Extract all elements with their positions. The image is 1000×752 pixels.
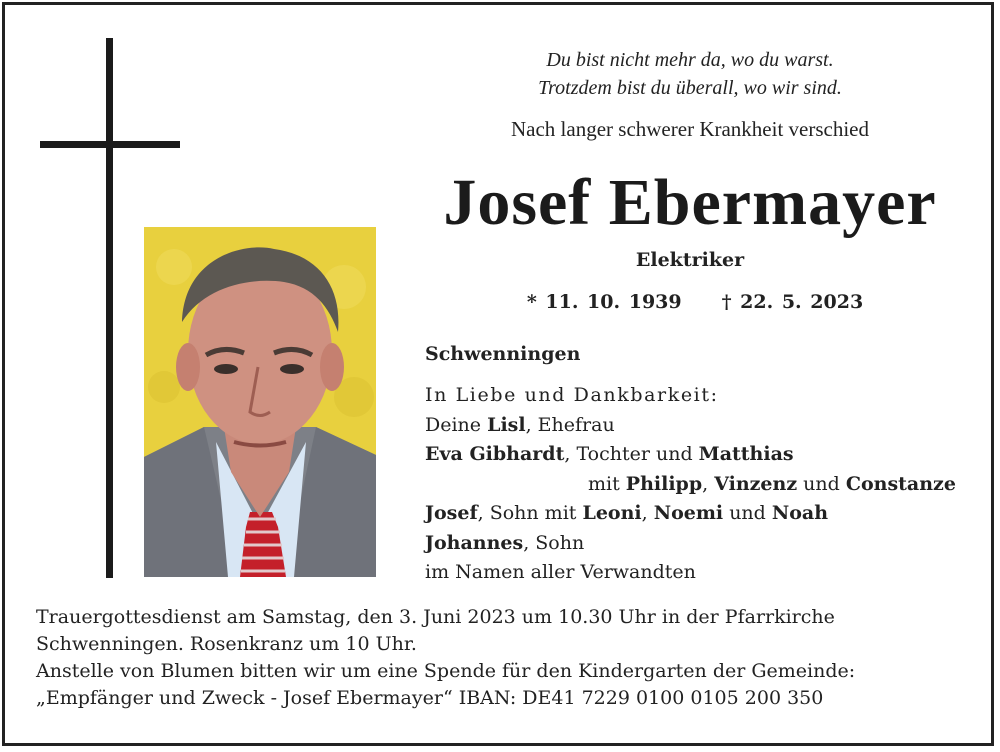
memorial-quote [440,46,940,102]
announcement-intro: Nach langer schwerer Krankheit verschied [511,117,869,141]
service-line-2: Schwenningen. Rosenkranz um 10 Uhr. [36,633,417,655]
service-line-1: Trauergottesdienst am Samstag, den 3. Juni 2023 um 10.30 Uhr in der Pfarrkirche [36,606,835,628]
portrait-photo [144,227,376,577]
donation-line-1: Anstelle von Blumen bitten wir um eine Spende für den Kindergarten der Gemeinde: [36,660,856,682]
cross-icon-crossbar [40,141,180,148]
mourner-line: im Namen aller Verwandten [425,561,696,583]
service-details [36,604,976,712]
donation-line-2: „Empfänger und Zweck - Josef Ebermayer“ IBAN: DE41 7229 0100 0105 200 350 [36,687,824,709]
life-dates [440,291,950,313]
birth-date: * 11. 10. 1939 [526,291,682,313]
deceased-profession: Elektriker [635,249,745,271]
portrait-illustration [144,227,376,577]
deceased-name: Josef Ebermayer [443,166,937,239]
mourner-line: Eva Gibhardt, Tochter und Matthias [425,443,794,465]
mourners-list [425,381,985,588]
mourners-heading: In Liebe und Dankbarkeit: [425,384,719,406]
mourner-line: Deine Lisl, Ehefrau [425,413,615,436]
mourner-line: Josef, Sohn mit Leoni, Noemi und Noah [425,502,829,524]
cross-icon [106,38,113,578]
home-town: Schwenningen [425,343,581,365]
quote-line-2: Trotzdem bist du überall, wo wir sind. [538,77,842,99]
mourner-line: Johannes, Sohn [425,531,585,554]
death-date: † 22. 5. 2023 [721,291,864,313]
mourner-line: mit Philipp, Vinzenz und Constanze [588,472,956,495]
quote-line-1: Du bist nicht mehr da, wo du warst. [546,49,834,71]
